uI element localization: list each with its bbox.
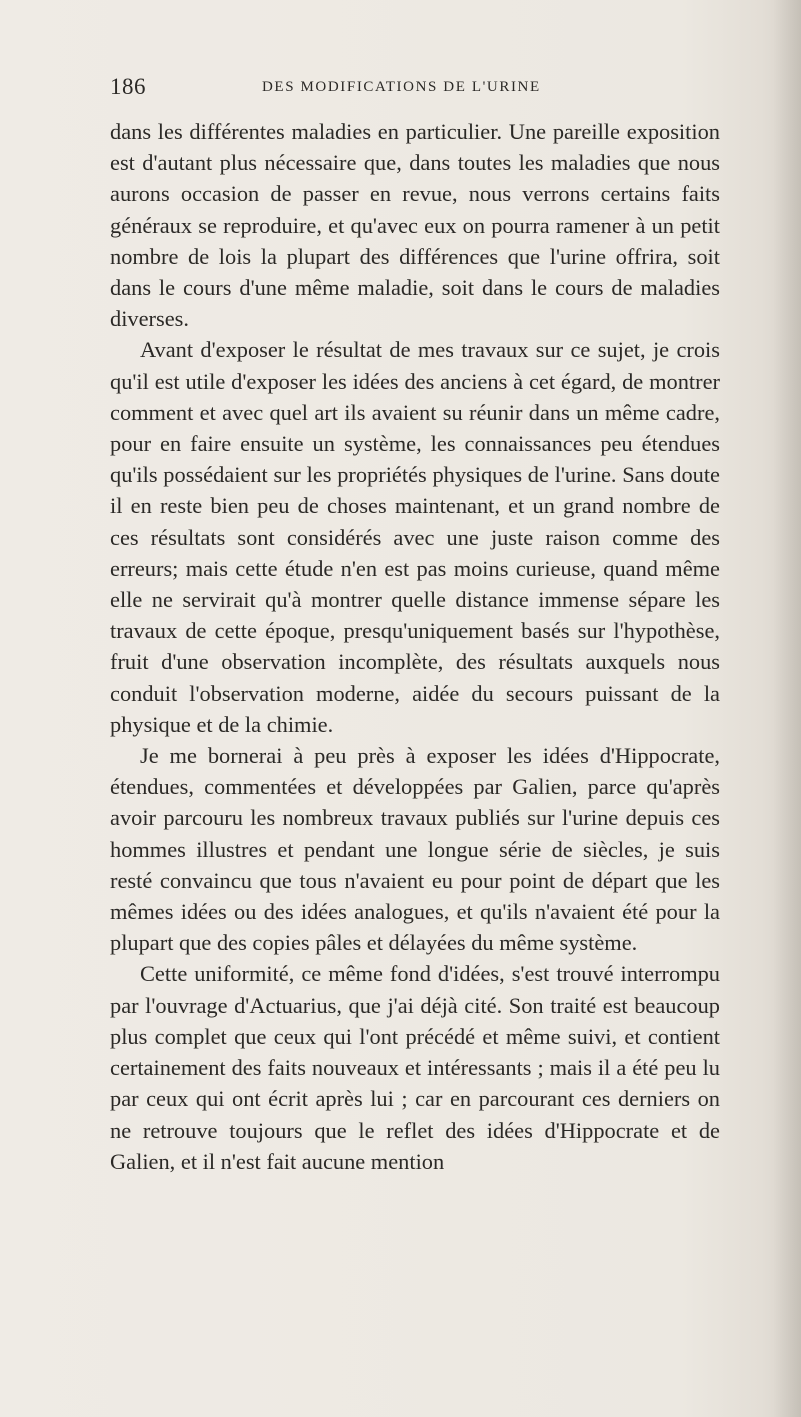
page-edge-shadow — [773, 0, 801, 1417]
page-number: 186 — [110, 74, 146, 99]
running-title: DES MODIFICATIONS DE L'URINE — [262, 79, 541, 95]
paragraph-actuarius: Cette uniformité, ce même fond d'idées, s'est trouvé interrompu par l'ouvrage d'Actuarius, que j'ai déjà cité. Son traité est beaucoup plus complet que ceux qui l'ont précédé et même suivi, et contient certainement des faits nouveaux et intéressants ; mais il a été peu lu par ceux qui ont écrit après lui ; car en parcourant ces derniers on ne retrouve toujours que le reflet des idées d'Hippocrate et de Galien, et il n'est fait aucune mention — [110, 961, 720, 1174]
paragraph-hippocrate: Je me bornerai à peu près à exposer les idées d'Hippocrate, étendues, commentées et développées par Galien, parce qu'après avoir parcouru les nombreux travaux publiés sur l'urine depuis ces hommes illustres et pendant une longue série de siècles, je suis resté convaincu que tous n'avaient eu pour point de départ que les mêmes idées ou des idées analogues, et qu'ils n'avaient été pour la plupart que des copies pâles et délayées du même système. — [110, 743, 720, 956]
body-text — [110, 116, 720, 1177]
paragraph-anciens: Avant d'exposer le résultat de mes travaux sur ce sujet, je crois qu'il est utile d'exposer les idées des anciens à cet égard, de montrer comment et avec quel art ils avaient su réunir dans un même cadre, pour en faire ensuite un système, les connaissances peu étendues qu'ils possédaient sur les propriétés physiques de l'urine. Sans doute il en reste bien peu de choses maintenant, et un grand nombre de ces résultats sont considérés avec une juste raison comme des erreurs; mais cette étude n'en est pas moins curieuse, quand même elle ne servirait qu'à montrer quelle distance immense sépare les travaux de cette époque, presqu'uniquement basés sur l'hypothèse, fruit d'une observation incomplète, des résultats auxquels nous conduit l'observation moderne, aidée du secours puissant de la physique et de la chimie. — [110, 337, 720, 737]
paragraph-continuation: dans les différentes maladies en particulier. Une pareille exposition est d'autant plus nécessaire que, dans toutes les maladies que nous aurons occasion de passer en revue, nous verrons certains faits généraux se reproduire, et qu'avec eux on pourra ramener à un petit nombre de lois la plupart des différences que l'urine offrira, soit dans le cours d'une même maladie, soit dans le cours de maladies diverses. — [110, 119, 720, 332]
page-header — [110, 74, 730, 104]
